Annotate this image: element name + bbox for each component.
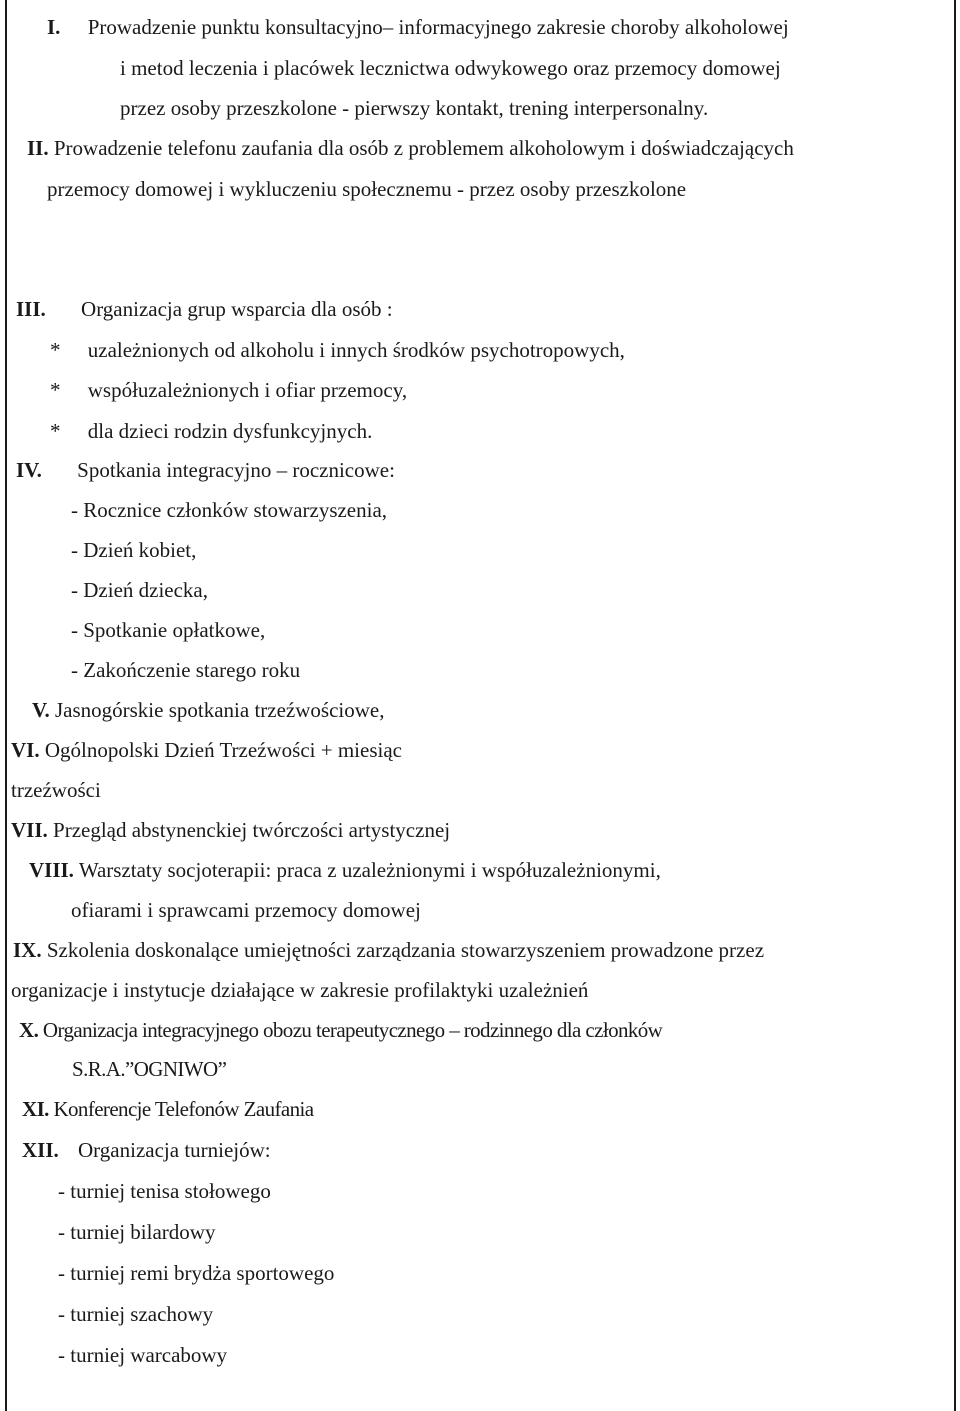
section-6-line-1 xyxy=(11,740,402,761)
section-3-item xyxy=(50,380,407,401)
section-1-number: I. xyxy=(47,15,61,39)
section-8-text: Warsztaty socjoterapii: praca z uzależnionymi i współuzależnionymi, xyxy=(78,858,661,882)
section-9-number: IX. xyxy=(13,938,42,962)
section-8-line-1 xyxy=(29,860,661,881)
section-3-item-text: dla dzieci rodzin dysfunkcyjnych. xyxy=(87,419,373,443)
section-12-item: - turniej warcabowy xyxy=(58,1343,228,1367)
section-10-text: Organizacja integracyjnego obozu terapeutycznego – rodzinnego dla członków xyxy=(42,1018,663,1042)
section-3-title: Organizacja grup wsparcia dla osób : xyxy=(81,297,393,321)
section-7-number: VII. xyxy=(11,818,48,842)
section-1-text: Prowadzenie punktu konsultacyjno– informacyjnego zakresie choroby alkoholowej xyxy=(87,15,789,39)
bullet-marker: * xyxy=(50,378,61,402)
section-3-item-text: uzależnionych od alkoholu i innych środków psychotropowych, xyxy=(87,338,625,362)
section-4-heading xyxy=(16,460,395,481)
section-9-line-2: organizacje i instytucje działające w zakresie profilaktyki uzależnień xyxy=(11,978,589,1002)
section-4-item: - Spotkanie opłatkowe, xyxy=(71,618,266,642)
section-3-item xyxy=(50,421,372,442)
section-4-title: Spotkania integracyjno – rocznicowe: xyxy=(77,458,395,482)
section-8-number: VIII. xyxy=(29,858,74,882)
bullet-marker: * xyxy=(50,338,61,362)
section-1-line-2: i metod leczenia i placówek lecznictwa odwykowego oraz przemocy domowej xyxy=(120,56,781,80)
section-4-number: IV. xyxy=(16,458,42,482)
section-2-number: II. xyxy=(27,136,49,160)
section-12-item: - turniej bilardowy xyxy=(58,1220,216,1244)
section-5-text: Jasnogórskie spotkania trzeźwościowe, xyxy=(54,698,385,722)
section-2-text: Prowadzenie telefonu zaufania dla osób z problemem alkoholowym i doświadczających xyxy=(53,136,794,160)
section-4-item: - Rocznice członków stowarzyszenia, xyxy=(71,498,388,522)
section-6-line-2: trzeźwości xyxy=(11,778,101,802)
section-4-item: - Dzień dziecka, xyxy=(71,578,209,602)
section-10-line-2: S.R.A.”OGNIWO” xyxy=(72,1057,227,1081)
section-3-number: III. xyxy=(16,297,46,321)
section-12-item: - turniej remi brydża sportowego xyxy=(58,1261,335,1285)
section-10-line-1 xyxy=(19,1020,662,1041)
right-border-line xyxy=(954,0,956,1411)
section-7-line xyxy=(11,820,450,841)
section-10-number: X. xyxy=(19,1018,39,1042)
section-2-line-2: przemocy domowej i wykluczeniu społecznemu - przez osoby przeszkolone xyxy=(47,177,687,201)
section-6-text: Ogólnopolski Dzień Trzeźwości + miesiąc xyxy=(44,738,402,762)
section-12-number: XII. xyxy=(22,1138,59,1162)
section-2-line-1 xyxy=(27,138,794,159)
left-border-line xyxy=(5,0,7,1411)
section-3-item-text: współuzależnionych i ofiar przemocy, xyxy=(87,378,408,402)
section-6-number: VI. xyxy=(11,738,40,762)
section-7-text: Przegląd abstynenckiej twórczości artystycznej xyxy=(53,818,451,842)
section-1-line-3: przez osoby przeszkolone - pierwszy kontakt, trening interpersonalny. xyxy=(120,96,709,120)
section-5-line xyxy=(32,700,384,721)
section-4-item: - Dzień kobiet, xyxy=(71,538,197,562)
section-8-line-2: ofiarami i sprawcami przemocy domowej xyxy=(71,898,421,922)
section-5-number: V. xyxy=(32,698,50,722)
section-3-item xyxy=(50,340,625,361)
section-12-title: Organizacja turniejów: xyxy=(78,1138,271,1162)
bullet-marker: * xyxy=(50,419,61,443)
section-11-number: XI. xyxy=(22,1097,49,1121)
section-12-heading xyxy=(22,1140,271,1161)
section-1-line-1 xyxy=(47,17,789,38)
section-3-heading xyxy=(16,299,393,320)
section-12-item: - turniej szachowy xyxy=(58,1302,214,1326)
section-4-item: - Zakończenie starego roku xyxy=(71,658,301,682)
section-11-text: Konferencje Telefonów Zaufania xyxy=(53,1097,314,1121)
section-12-item: - turniej tenisa stołowego xyxy=(58,1179,271,1203)
section-11-line xyxy=(22,1099,313,1120)
section-9-line-1 xyxy=(13,940,764,961)
section-9-text: Szkolenia doskonalące umiejętności zarządzania stowarzyszeniem prowadzone przez xyxy=(46,938,765,962)
